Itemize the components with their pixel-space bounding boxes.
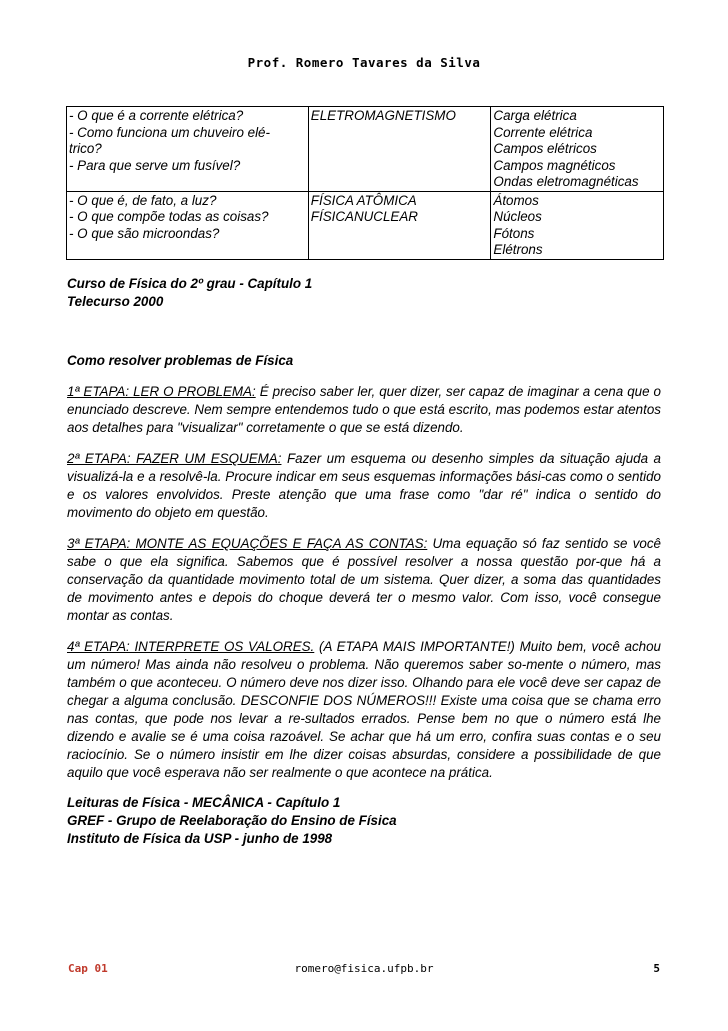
area-line: FÍSICA ATÔMICA [310, 192, 417, 208]
question-line: - Como funciona um chuveiro elé- [69, 124, 270, 140]
step-label: 2ª ETAPA: FAZER UM ESQUEMA: [67, 451, 282, 466]
footer-email: romero@fisica.ufpb.br [294, 962, 434, 975]
reference-bottom [67, 794, 661, 848]
area-line: FÍSICANUCLEAR [310, 209, 418, 224]
topics-table [66, 106, 664, 260]
concept-line: Fótons [493, 225, 535, 241]
area-cell [308, 107, 491, 192]
table-row [67, 191, 664, 259]
concept-line: Campos elétricos [493, 141, 597, 156]
question-line: trico? [69, 141, 102, 156]
step-paragraph [67, 383, 661, 437]
step-text: (A ETAPA MAIS IMPORTANTE!) Muito bem, você achou um número! Mas ainda não resolveu o problema. Não queremos saber so-mente o número, mas também o que aconteceu. O número deve nos dizer isso. Olhando para ele você deve ser capaz de chegar a alguma conclusão. DESCONFIE DOS NÚMEROS!!! Existe uma coisa que se chama erro nas contas, que pode nos levar a re-sultados errados. Pense bem no que o número está lhe dizendo e avalie se é uma coisa razoável. Se achar que há um erro, confira suas contas e o seu raciocínio. Se o número insistir em lhe dizer coisas absurdas, considere a possibilidade de que aquilo que você esperava não ser realmente o que acontece na prática. [67, 639, 662, 780]
reference-line: Curso de Física do 2º grau - Capítulo 1 [67, 276, 313, 291]
page-footer [68, 962, 660, 978]
concept-line: Campos magnéticos [493, 157, 616, 173]
concept-line: Corrente elétrica [493, 124, 593, 140]
area-cell [308, 191, 491, 259]
footer-chapter: Cap 01 [68, 962, 108, 975]
step-text: Uma equação só faz sentido se você sabe o que ela significa. Sabemos que é possível resolver a nossa questão por-que há a conservação da quantidade movimento total de um sistema. Quer dizer, a soma das quantidades de movimento antes e depois do choque deverá ter o mesmo valor. Com isso, você consegue montar as contas. [67, 536, 661, 623]
concepts-cell [491, 191, 664, 259]
concept-line: Átomos [493, 192, 539, 208]
reference-top [67, 275, 661, 311]
question-line: - O que compõe todas as coisas? [69, 209, 269, 224]
table-row [67, 107, 664, 192]
main-content [67, 275, 661, 848]
question-line: - O que são microondas? [69, 225, 220, 241]
reference-line: Telecurso 2000 [67, 294, 164, 309]
questions-cell [67, 191, 309, 259]
concept-line: Núcleos [493, 209, 542, 224]
step-label: 1ª ETAPA: LER O PROBLEMA: [67, 384, 256, 399]
reference-line: Instituto de Física da USP - junho de 1998 [67, 831, 333, 846]
concepts-cell [491, 107, 664, 192]
footer-page-number: 5 [653, 962, 660, 975]
page-header-author: Prof. Romero Tavares da Silva [247, 55, 481, 70]
step-paragraph [67, 450, 661, 522]
step-label: 3ª ETAPA: MONTE AS EQUAÇÕES E FAÇA AS CONTAS: [67, 536, 428, 551]
step-label: 4ª ETAPA: INTERPRETE OS VALORES. [67, 639, 315, 654]
reference-line: Leituras de Física - MECÂNICA - Capítulo 1 [67, 795, 341, 810]
step-text: Fazer um esquema ou desenho simples da situação ajuda a visualizá-la e a resolvê-la. Procure indicar em seus esquemas informações bási-cas como o sentido e os valores envolvidos. Preste atenção que uma frase como "dar ré" indica o sentido do movimento do objeto em questão. [67, 451, 661, 520]
step-text: É preciso saber ler, quer dizer, ser capaz de imaginar a cena que o enunciado descreve. Nem sempre entendemos tudo o que está escrito, mas podemos estar atentos aos detalhes para "visualizar" corretamente o que se está dizendo. [67, 384, 662, 435]
questions-cell [67, 107, 309, 192]
step-paragraph [67, 638, 661, 782]
question-line: - O que é, de fato, a luz? [69, 192, 217, 208]
concept-line: Elétrons [493, 242, 543, 257]
question-line: - O que é a corrente elétrica? [69, 108, 244, 123]
concept-line: Carga elétrica [493, 108, 577, 123]
section-title: Como resolver problemas de Física [67, 353, 294, 368]
reference-line: GREF - Grupo de Reelaboração do Ensino de Física [67, 813, 397, 828]
area-line: ELETROMAGNETISMO [310, 108, 456, 123]
question-line: - Para que serve um fusível? [69, 157, 241, 173]
step-paragraph [67, 535, 661, 625]
concept-line: Ondas eletromagnéticas [493, 174, 639, 189]
